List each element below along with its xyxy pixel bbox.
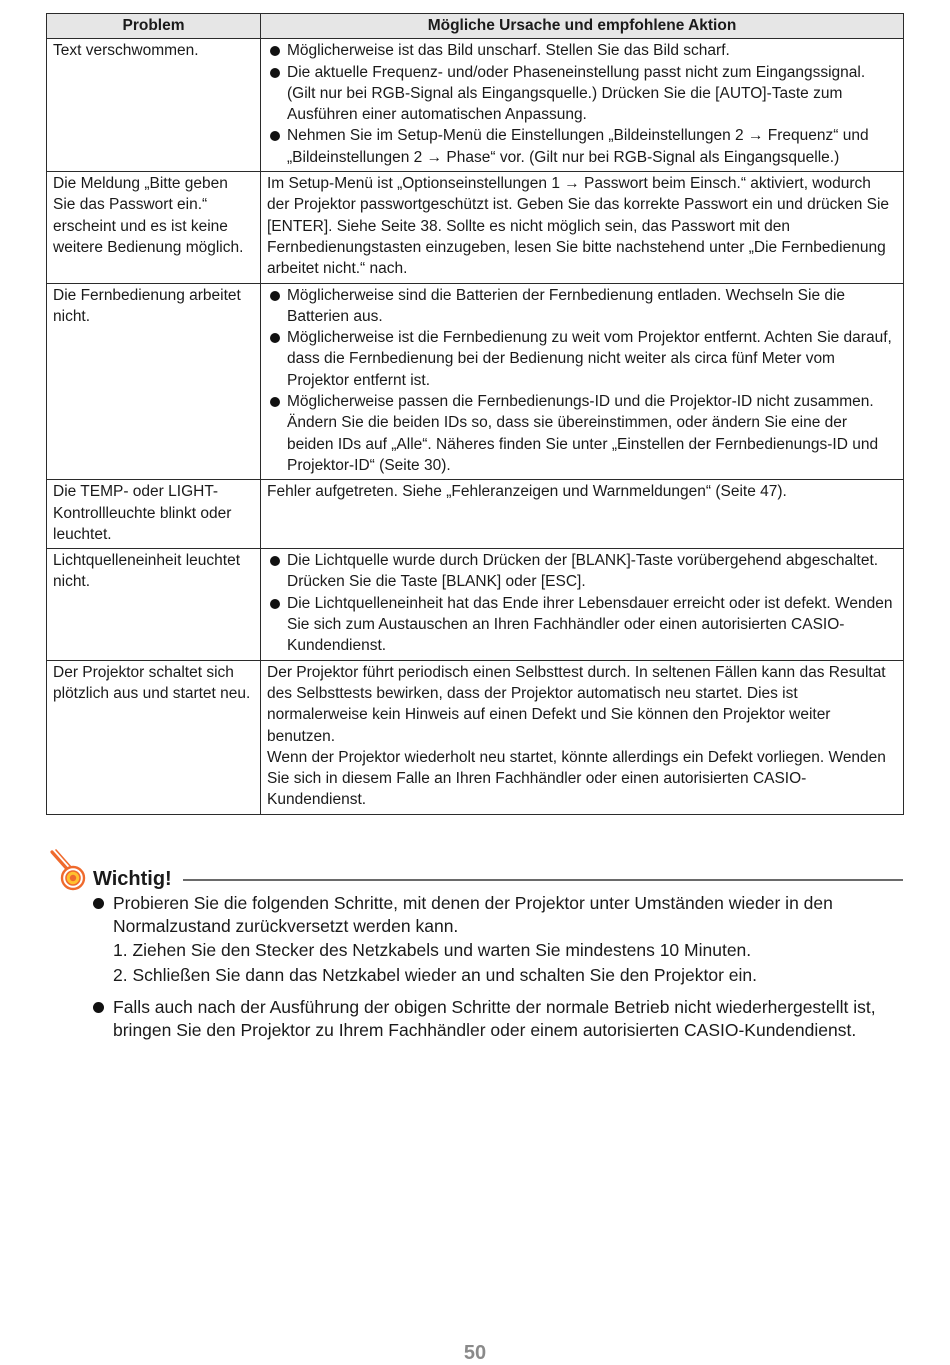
table-row [47, 480, 904, 549]
table-row [47, 172, 904, 283]
cause-text: Fehler aufgetreten. Siehe „Fehleranzeigen und Warnmeldungen“ (Seite 47). [267, 483, 787, 501]
list-item: Möglicherweise ist die Fernbedienung zu weit vom Projektor entfernt. Achten Sie darauf, dass die Fernbedienung bei der Bedienung nicht weiter als circa fünf Meter vom Projektor entfernt ist. [267, 327, 897, 391]
action-cell [261, 549, 904, 660]
list-item: Möglicherweise sind die Batterien der Fernbedienung entladen. Wechseln Sie die Batterien aus. [267, 285, 897, 328]
list-item: Die Lichtquelleneinheit hat das Ende ihrer Lebensdauer erreicht oder ist defekt. Wenden Sie sich zum Austauschen an Ihren Fachhändler oder einen autorisierten CASIO-Kundendienst. [267, 593, 897, 657]
troubleshooting-table [46, 13, 904, 815]
problem-cell: Lichtquelleneinheit leuchtet nicht. [47, 549, 261, 660]
action-cell [261, 480, 904, 549]
table-row [47, 549, 904, 660]
important-text: Probieren Sie die folgenden Schritte, mit denen der Projektor unter Umständen wieder in den Normalzustand zurückversetzt werden kann. [113, 893, 833, 936]
problem-cell: Die Meldung „Bitte geben Sie das Passwort ein.“ erscheint und es ist keine weitere Bedienung möglich. [47, 172, 261, 283]
step-item: 1. Ziehen Sie den Stecker des Netzkabels und warten Sie mindestens 10 Minuten. [113, 940, 752, 960]
header-action: Mögliche Ursache und empfohlene Aktion [261, 14, 904, 39]
divider [183, 879, 903, 881]
list-item [113, 892, 903, 987]
list-item: Die Lichtquelle wurde durch Drücken der [BLANK]-Taste vorübergehend abgeschaltet. Drücken Sie die Taste [BLANK] oder [ESC]. [267, 550, 897, 593]
pin-icon [48, 848, 92, 892]
problem-cell: Die Fernbedienung arbeitet nicht. [47, 283, 261, 480]
table-row [47, 660, 904, 814]
cause-text: Der Projektor führt periodisch einen Selbsttest durch. In seltenen Fällen kann das Resultat des Selbsttests bewirken, dass der Projektor automatisch neu startet. Dies ist normalerweise kein Hinweis auf einen Defekt und Sie können den Projektor weiter benutzen. [267, 663, 886, 745]
important-list [46, 892, 903, 1041]
action-cell [261, 660, 904, 814]
list-item: Falls auch nach der Ausführung der obigen Schritte der normale Betrieb nicht wiederhergestellt ist, bringen Sie den Projektor zu Ihrem Fachhändler oder einem autorisierten CASIO-Kundendienst. [113, 996, 903, 1041]
problem-cell: Der Projektor schaltet sich plötzlich aus und startet neu. [47, 660, 261, 814]
list-item: Die aktuelle Frequenz- und/oder Phaseneinstellung passt nicht zum Eingangssignal. (Gilt nur bei RGB-Signal als Eingangsquelle.) Drücken Sie die [AUTO]-Taste zum Ausführen einer automatischen Anpassung. [267, 62, 897, 126]
action-cell [261, 39, 904, 172]
table-row [47, 39, 904, 172]
cause-list [267, 285, 897, 477]
problem-cell: Die TEMP- oder LIGHT-Kontrollleuchte blinkt oder leuchtet. [47, 480, 261, 549]
important-header [46, 848, 903, 892]
action-cell [261, 283, 904, 480]
cause-text: Im Setup-Menü ist „Optionseinstellungen 1 → Passwort beim Einsch.“ aktiviert, wodurch der Projektor passwortgeschützt ist. Geben Sie das korrekte Passwort ein und drücken Sie [ENTER]. Siehe Seite 38. Sollte es nicht möglich sein, das Passwort mit den Fernbedienungstasten einzugeben, lesen Sie bitte nachstehend unter „Die Fernbedienung arbeitet nicht.“ nach. [267, 175, 890, 278]
table-row [47, 283, 904, 480]
list-item: Möglicherweise passen die Fernbedienungs-ID und die Projektor-ID nicht zusammen. Ändern Sie die beiden IDs so, dass sie übereinstimmen, oder ändern Sie eine der beiden IDs auf „Alle“. Näheres finden Sie unter „Einstellen der Fernbedienungs-ID und Projektor-ID“ (Seite 30). [267, 391, 897, 476]
step-item: 2. Schließen Sie dann das Netzkabel wieder an und schalten Sie den Projektor ein. [113, 964, 758, 985]
problem-cell: Text verschwommen. [47, 39, 261, 172]
important-title: Wichtig! [93, 868, 172, 890]
table-header-row [47, 14, 904, 39]
list-item: Nehmen Sie im Setup-Menü die Einstellungen „Bildeinstellungen 2 → Frequenz“ und „Bildeinstellungen 2 → Phase“ vor. (Gilt nur bei RGB-Signal als Eingangsquelle.) [267, 125, 897, 168]
action-cell [261, 172, 904, 283]
cause-list [267, 550, 897, 656]
list-item: Möglicherweise ist das Bild unscharf. Stellen Sie das Bild scharf. [267, 40, 897, 61]
cause-list [267, 40, 897, 168]
cause-text: Wenn der Projektor wiederholt neu startet, könnte allerdings ein Defekt vorliegen. Wenden Sie sich in diesem Falle an Ihren Fachhändler oder einen autorisierten CASIO-Kundendienst. [267, 748, 886, 809]
header-problem: Problem [47, 14, 261, 39]
page-number: 50 [463, 1342, 487, 1364]
step-list [113, 938, 903, 987]
important-note [46, 848, 903, 1050]
